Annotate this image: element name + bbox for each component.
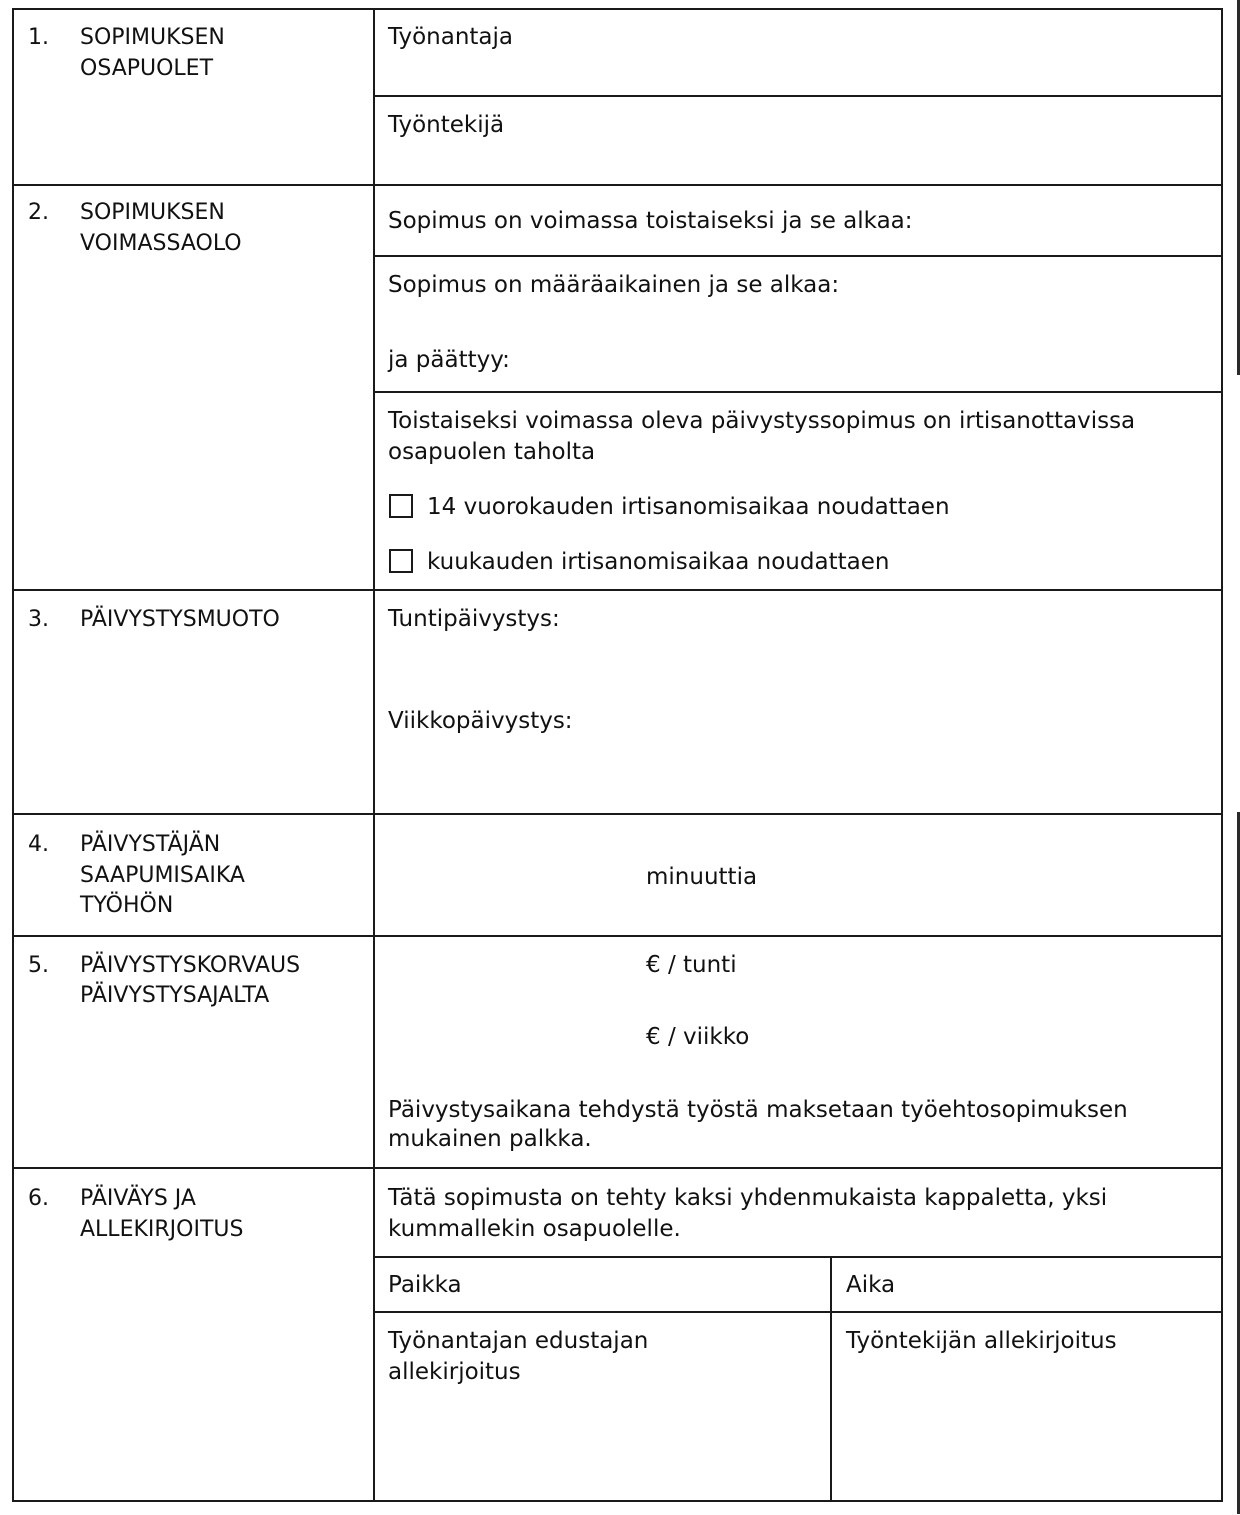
wage-note: Päivystysaikana tehdystä työstä maksetaan työehtosopimuksen (388, 1097, 1128, 1123)
section-number: 5. (28, 953, 49, 978)
section-title: TYÖHÖN (80, 893, 174, 918)
section-divider-2 (12, 589, 1223, 591)
section-number: 1. (28, 25, 49, 50)
notice-month-checkbox[interactable] (389, 549, 413, 573)
column-divider (373, 8, 375, 1502)
employer-signature-field[interactable]: Työnantajan edustajan (388, 1328, 649, 1354)
section-number: 4. (28, 832, 49, 857)
fixed-term-end-field[interactable]: ja päättyy: (388, 347, 510, 373)
time-field[interactable]: Aika (846, 1272, 896, 1298)
row-divider-place-time (373, 1311, 1223, 1313)
section-title: SOPIMUKSEN (80, 25, 225, 50)
employee-signature-field[interactable]: Työntekijän allekirjoitus (846, 1328, 1117, 1354)
permanent-start-field[interactable]: Sopimus on voimassa toistaiseksi ja se alkaa: (388, 208, 913, 234)
copies-note: Tätä sopimusta on tehty kaksi yhdenmukaista kappaletta, yksi (388, 1185, 1108, 1211)
section-title: ALLEKIRJOITUS (80, 1217, 244, 1242)
notice-option-label: 14 vuorokauden irtisanomisaikaa noudattaen (427, 494, 950, 520)
notice-intro: osapuolen taholta (388, 439, 596, 465)
employee-field[interactable]: Työntekijä (388, 112, 505, 138)
section-title: VOIMASSAOLO (80, 231, 242, 256)
wage-note: mukainen palkka. (388, 1126, 592, 1152)
section-title: PÄIVÄYS JA (80, 1186, 196, 1211)
notice-option-label: kuukauden irtisanomisaikaa noudattaen (427, 549, 890, 575)
employer-signature-field[interactable]: allekirjoitus (388, 1359, 521, 1385)
section-number: 3. (28, 607, 49, 632)
signature-column-divider (830, 1256, 832, 1502)
section-title: SAAPUMISAIKA (80, 863, 245, 888)
section-title: PÄIVYSTYSAJALTA (80, 983, 270, 1008)
section-divider-5 (12, 1167, 1223, 1169)
row-divider-fixed-term (373, 391, 1223, 393)
place-field[interactable]: Paikka (388, 1272, 462, 1298)
notice-14-days-checkbox[interactable] (389, 494, 413, 518)
row-divider-employer (373, 95, 1223, 97)
section-title: SOPIMUKSEN (80, 200, 225, 225)
row-divider-permanent (373, 255, 1223, 257)
section-divider-4 (12, 935, 1223, 937)
compensation-per-week-field[interactable]: € / viikko (646, 1024, 750, 1050)
copies-note: kummallekin osapuolelle. (388, 1216, 681, 1242)
section-title: OSAPUOLET (80, 56, 214, 81)
fixed-term-start-field[interactable]: Sopimus on määräaikainen ja se alkaa: (388, 272, 840, 298)
section-number: 6. (28, 1186, 49, 1211)
section-title: PÄIVYSTYSKORVAUS (80, 953, 301, 978)
weekly-duty-field[interactable]: Viikkopäivystys: (388, 708, 573, 734)
notice-intro: Toistaiseksi voimassa oleva päivystyssopimus on irtisanottavissa (388, 408, 1136, 434)
section-number: 2. (28, 200, 49, 225)
section-title: PÄIVYSTYSMUOTO (80, 607, 280, 632)
hourly-duty-field[interactable]: Tuntipäivystys: (388, 606, 560, 632)
section-title: PÄIVYSTÄJÄN (80, 832, 221, 857)
section-divider-3 (12, 813, 1223, 815)
row-divider-copies (373, 1256, 1223, 1258)
section-divider-1 (12, 184, 1223, 186)
employer-field[interactable]: Työnantaja (388, 24, 513, 50)
compensation-per-hour-field[interactable]: € / tunti (646, 952, 737, 978)
arrival-minutes-field[interactable]: minuuttia (646, 864, 758, 890)
